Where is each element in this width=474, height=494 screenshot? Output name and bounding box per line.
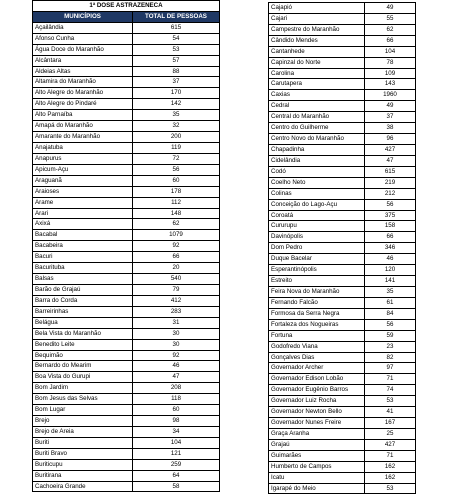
municipality-cell: Buritirana xyxy=(33,470,133,481)
table-row xyxy=(33,77,220,88)
table-body-right xyxy=(269,3,416,494)
municipality-cell: Brejo de Areia xyxy=(33,426,133,437)
municipality-cell: Cachoeira Grande xyxy=(33,481,133,492)
total-cell: 61 xyxy=(365,297,416,308)
municipality-cell: Buriti Bravo xyxy=(33,448,133,459)
table-row xyxy=(33,197,220,208)
total-cell: 56 xyxy=(365,199,416,210)
table-row xyxy=(33,121,220,132)
table-row xyxy=(269,144,416,155)
table-row xyxy=(33,219,220,230)
table-row xyxy=(33,33,220,44)
header-municipios: MUNICÍPIOS xyxy=(33,11,133,22)
table-row xyxy=(269,24,416,35)
municipality-cell: Cajari xyxy=(269,13,365,24)
total-cell: 118 xyxy=(133,394,220,405)
table-row xyxy=(33,55,220,66)
municipality-cell: Coelho Neto xyxy=(269,177,365,188)
table-row xyxy=(269,188,416,199)
total-cell: 375 xyxy=(365,210,416,221)
municipality-cell: Campestre do Maranhão xyxy=(269,24,365,35)
table-row xyxy=(33,241,220,252)
municipality-cell: Coroatá xyxy=(269,210,365,221)
total-cell: 66 xyxy=(365,35,416,46)
municipality-cell: Godofredo Viana xyxy=(269,341,365,352)
total-cell: 412 xyxy=(133,295,220,306)
total-cell: 46 xyxy=(133,361,220,372)
total-cell: 64 xyxy=(133,470,220,481)
table-row xyxy=(33,328,220,339)
municipality-cell: Capinzal do Norte xyxy=(269,57,365,68)
table-row xyxy=(269,199,416,210)
table-row xyxy=(269,112,416,123)
total-cell: 66 xyxy=(365,232,416,243)
municipality-cell: Duque Bacelar xyxy=(269,254,365,265)
header-total-pessoas: TOTAL DE PESSOAS xyxy=(133,11,220,22)
total-cell: 120 xyxy=(365,265,416,276)
municipality-cell: Anajatuba xyxy=(33,142,133,153)
table-row xyxy=(33,383,220,394)
total-cell: 109 xyxy=(365,68,416,79)
table-row xyxy=(269,439,416,450)
total-cell: 219 xyxy=(365,177,416,188)
municipality-cell: Araioses xyxy=(33,186,133,197)
table-row xyxy=(33,132,220,143)
total-cell: 59 xyxy=(365,330,416,341)
municipality-cell: Belágua xyxy=(33,317,133,328)
total-cell: 346 xyxy=(365,243,416,254)
table-row xyxy=(33,317,220,328)
table-row xyxy=(269,286,416,297)
total-cell: 88 xyxy=(133,66,220,77)
municipality-cell: Bacabeira xyxy=(33,241,133,252)
total-cell: 60 xyxy=(133,405,220,416)
table-row xyxy=(33,481,220,492)
table-row xyxy=(33,394,220,405)
table-row xyxy=(33,426,220,437)
municipality-cell: Bacurituba xyxy=(33,263,133,274)
total-cell: 53 xyxy=(365,396,416,407)
table-row xyxy=(269,308,416,319)
total-cell: 92 xyxy=(133,241,220,252)
municipality-cell: Arari xyxy=(33,208,133,219)
total-cell: 82 xyxy=(365,352,416,363)
table-row xyxy=(269,57,416,68)
table-row xyxy=(33,284,220,295)
table-row xyxy=(269,385,416,396)
total-cell: 58 xyxy=(133,481,220,492)
total-cell: 615 xyxy=(365,166,416,177)
table-row xyxy=(269,155,416,166)
municipality-cell: Governador Nunes Freire xyxy=(269,418,365,429)
total-cell: 84 xyxy=(365,308,416,319)
municipality-cell: Arame xyxy=(33,197,133,208)
municipality-cell: Alto Parnaíba xyxy=(33,110,133,121)
municipality-cell: Açailândia xyxy=(33,22,133,33)
table-row xyxy=(269,265,416,276)
table-row xyxy=(33,372,220,383)
municipality-cell: Axixá xyxy=(33,219,133,230)
municipality-cell: Alto Alegre do Pindaré xyxy=(33,99,133,110)
table-row xyxy=(33,339,220,350)
municipality-cell: Cajapió xyxy=(269,3,365,14)
total-cell: 121 xyxy=(133,448,220,459)
table-row xyxy=(269,177,416,188)
total-cell: 56 xyxy=(365,319,416,330)
total-cell: 141 xyxy=(365,276,416,287)
municipality-cell: Alto Alegre do Maranhão xyxy=(33,88,133,99)
table-row xyxy=(269,101,416,112)
total-cell: 25 xyxy=(365,428,416,439)
total-cell: 47 xyxy=(133,372,220,383)
table-row xyxy=(269,374,416,385)
municipality-cell: Conceição do Lago-Açu xyxy=(269,199,365,210)
total-cell: 74 xyxy=(365,385,416,396)
vaccination-table-left xyxy=(32,0,220,492)
municipality-cell: Codó xyxy=(269,166,365,177)
total-cell: 148 xyxy=(133,208,220,219)
total-cell: 79 xyxy=(133,284,220,295)
table-row xyxy=(33,306,220,317)
table-row xyxy=(33,230,220,241)
municipality-cell: Estreito xyxy=(269,276,365,287)
total-cell: 97 xyxy=(365,363,416,374)
table-row xyxy=(269,254,416,265)
total-cell: 142 xyxy=(133,99,220,110)
municipality-cell: Caxias xyxy=(269,90,365,101)
municipality-cell: Feira Nova do Maranhão xyxy=(269,286,365,297)
table-row xyxy=(269,352,416,363)
total-cell: 56 xyxy=(133,164,220,175)
total-cell: 60 xyxy=(133,175,220,186)
total-cell: 62 xyxy=(133,219,220,230)
total-cell: 178 xyxy=(133,186,220,197)
total-cell: 162 xyxy=(365,461,416,472)
total-cell: 71 xyxy=(365,374,416,385)
total-cell: 34 xyxy=(133,426,220,437)
table-row xyxy=(33,295,220,306)
municipality-cell: Barreirinhas xyxy=(33,306,133,317)
municipality-cell: Afonso Cunha xyxy=(33,33,133,44)
table-row xyxy=(33,437,220,448)
total-cell: 540 xyxy=(133,274,220,285)
table-row xyxy=(33,164,220,175)
total-cell: 92 xyxy=(133,350,220,361)
municipality-cell: Balsas xyxy=(33,274,133,285)
total-cell: 96 xyxy=(365,134,416,145)
municipality-cell: Altamira do Maranhão xyxy=(33,77,133,88)
municipality-cell: Cururupu xyxy=(269,221,365,232)
municipality-cell: Bela Vista do Maranhão xyxy=(33,328,133,339)
municipality-cell: Aldeias Altas xyxy=(33,66,133,77)
municipality-cell: Colinas xyxy=(269,188,365,199)
municipality-cell: Graça Aranha xyxy=(269,428,365,439)
municipality-cell: Cândido Mendes xyxy=(269,35,365,46)
municipality-cell: Governador Edison Lobão xyxy=(269,374,365,385)
table-row xyxy=(269,341,416,352)
municipality-cell: Governador Archer xyxy=(269,363,365,374)
table-row xyxy=(269,79,416,90)
table-row xyxy=(269,210,416,221)
total-cell: 427 xyxy=(365,439,416,450)
table-row xyxy=(269,330,416,341)
table-row xyxy=(33,459,220,470)
total-cell: 53 xyxy=(365,483,416,494)
table-row xyxy=(33,88,220,99)
table-row xyxy=(269,134,416,145)
municipality-cell: Buriti xyxy=(33,437,133,448)
municipality-cell: Humberto de Campos xyxy=(269,461,365,472)
municipality-cell: Icatu xyxy=(269,472,365,483)
table-row xyxy=(269,90,416,101)
table-row xyxy=(269,243,416,254)
municipality-cell: Governador Newton Bello xyxy=(269,407,365,418)
table-row xyxy=(269,319,416,330)
municipality-cell: Barra do Corda xyxy=(33,295,133,306)
municipality-cell: Igarapé do Meio xyxy=(269,483,365,494)
total-cell: 23 xyxy=(365,341,416,352)
total-cell: 112 xyxy=(133,197,220,208)
total-cell: 37 xyxy=(365,112,416,123)
total-cell: 1960 xyxy=(365,90,416,101)
municipality-cell: Benedito Leite xyxy=(33,339,133,350)
total-cell: 35 xyxy=(133,110,220,121)
total-cell: 47 xyxy=(365,155,416,166)
municipality-cell: Boa Vista do Gurupi xyxy=(33,372,133,383)
total-cell: 104 xyxy=(365,46,416,57)
table-row xyxy=(269,461,416,472)
municipality-cell: Centro do Guilherme xyxy=(269,123,365,134)
municipality-cell: Bom Jardim xyxy=(33,383,133,394)
table-row xyxy=(269,363,416,374)
municipality-cell: Fortuna xyxy=(269,330,365,341)
total-cell: 30 xyxy=(133,339,220,350)
municipality-cell: Cidelândia xyxy=(269,155,365,166)
total-cell: 35 xyxy=(365,286,416,297)
total-cell: 41 xyxy=(365,407,416,418)
table-row xyxy=(269,483,416,494)
total-cell: 143 xyxy=(365,79,416,90)
municipality-cell: Cantanhede xyxy=(269,46,365,57)
total-cell: 158 xyxy=(365,221,416,232)
municipality-cell: Brejo xyxy=(33,416,133,427)
total-cell: 1079 xyxy=(133,230,220,241)
table-row xyxy=(33,405,220,416)
total-cell: 167 xyxy=(365,418,416,429)
municipality-cell: Governador Eugênio Barros xyxy=(269,385,365,396)
table-body-left xyxy=(33,22,220,492)
table-row xyxy=(269,276,416,287)
total-cell: 62 xyxy=(365,24,416,35)
municipality-cell: Bacuri xyxy=(33,252,133,263)
table-row xyxy=(33,44,220,55)
total-cell: 31 xyxy=(133,317,220,328)
table-row xyxy=(33,66,220,77)
table-row xyxy=(33,274,220,285)
total-cell: 615 xyxy=(133,22,220,33)
table-row xyxy=(33,350,220,361)
municipality-cell: Água Doce do Maranhão xyxy=(33,44,133,55)
total-cell: 208 xyxy=(133,383,220,394)
municipality-cell: Bequimão xyxy=(33,350,133,361)
total-cell: 200 xyxy=(133,132,220,143)
municipality-cell: Esperantinópolis xyxy=(269,265,365,276)
total-cell: 212 xyxy=(365,188,416,199)
total-cell: 170 xyxy=(133,88,220,99)
table-row xyxy=(269,35,416,46)
municipality-cell: Formosa da Serra Negra xyxy=(269,308,365,319)
table-row xyxy=(269,297,416,308)
total-cell: 46 xyxy=(365,254,416,265)
municipality-cell: Carutapera xyxy=(269,79,365,90)
total-cell: 30 xyxy=(133,328,220,339)
municipality-cell: Fernando Falcão xyxy=(269,297,365,308)
municipality-cell: Governador Luiz Rocha xyxy=(269,396,365,407)
total-cell: 54 xyxy=(133,33,220,44)
total-cell: 259 xyxy=(133,459,220,470)
total-cell: 98 xyxy=(133,416,220,427)
municipality-cell: Buriticupu xyxy=(33,459,133,470)
municipality-cell: Carolina xyxy=(269,68,365,79)
table-row xyxy=(269,450,416,461)
table-row xyxy=(269,407,416,418)
total-cell: 104 xyxy=(133,437,220,448)
total-cell: 427 xyxy=(365,144,416,155)
municipality-cell: Anapurus xyxy=(33,153,133,164)
total-cell: 38 xyxy=(365,123,416,134)
total-cell: 66 xyxy=(133,252,220,263)
left-column xyxy=(32,0,220,492)
total-cell: 57 xyxy=(133,55,220,66)
table-row xyxy=(33,22,220,33)
table-row xyxy=(33,110,220,121)
total-cell: 162 xyxy=(365,472,416,483)
table-row xyxy=(33,252,220,263)
municipality-cell: Apicum-Açu xyxy=(33,164,133,175)
municipality-cell: Alcântara xyxy=(33,55,133,66)
table-row xyxy=(269,418,416,429)
table-row xyxy=(33,470,220,481)
municipality-cell: Barão de Grajaú xyxy=(33,284,133,295)
total-cell: 71 xyxy=(365,450,416,461)
table-row xyxy=(269,232,416,243)
table-row xyxy=(269,46,416,57)
total-cell: 283 xyxy=(133,306,220,317)
table-row xyxy=(33,186,220,197)
total-cell: 37 xyxy=(133,77,220,88)
table-row xyxy=(269,221,416,232)
table-row xyxy=(33,99,220,110)
municipality-cell: Amapá do Maranhão xyxy=(33,121,133,132)
table-row xyxy=(33,142,220,153)
total-cell: 72 xyxy=(133,153,220,164)
municipality-cell: Grajaú xyxy=(269,439,365,450)
total-cell: 55 xyxy=(365,13,416,24)
table-row xyxy=(33,153,220,164)
municipality-cell: Fortaleza dos Nogueiras xyxy=(269,319,365,330)
total-cell: 119 xyxy=(133,142,220,153)
table-row xyxy=(33,208,220,219)
municipality-cell: Cedral xyxy=(269,101,365,112)
total-cell: 32 xyxy=(133,121,220,132)
vaccination-table-right xyxy=(268,2,416,494)
table-row xyxy=(269,68,416,79)
municipality-cell: Dom Pedro xyxy=(269,243,365,254)
table-row xyxy=(269,166,416,177)
municipality-cell: Guimarães xyxy=(269,450,365,461)
table-row xyxy=(269,428,416,439)
municipality-cell: Amarante do Maranhão xyxy=(33,132,133,143)
municipality-cell: Central do Maranhão xyxy=(269,112,365,123)
table-row xyxy=(269,13,416,24)
municipality-cell: Chapadinha xyxy=(269,144,365,155)
total-cell: 20 xyxy=(133,263,220,274)
total-cell: 78 xyxy=(365,57,416,68)
table-title: 1ª DOSE ASTRAZENECA xyxy=(33,1,220,12)
table-row xyxy=(33,263,220,274)
table-row xyxy=(33,175,220,186)
total-cell: 49 xyxy=(365,3,416,14)
table-row xyxy=(269,123,416,134)
municipality-cell: Bom Lugar xyxy=(33,405,133,416)
municipality-cell: Bom Jesus das Selvas xyxy=(33,394,133,405)
table-row xyxy=(33,416,220,427)
municipality-cell: Gonçalves Dias xyxy=(269,352,365,363)
right-column xyxy=(268,2,416,494)
municipality-cell: Centro Novo do Maranhão xyxy=(269,134,365,145)
table-row xyxy=(33,361,220,372)
table-row xyxy=(33,448,220,459)
total-cell: 49 xyxy=(365,101,416,112)
total-cell: 53 xyxy=(133,44,220,55)
municipality-cell: Araguanã xyxy=(33,175,133,186)
municipality-cell: Davinópolis xyxy=(269,232,365,243)
municipality-cell: Bernardo do Mearim xyxy=(33,361,133,372)
municipality-cell: Bacabal xyxy=(33,230,133,241)
table-row xyxy=(269,396,416,407)
table-row xyxy=(269,3,416,14)
